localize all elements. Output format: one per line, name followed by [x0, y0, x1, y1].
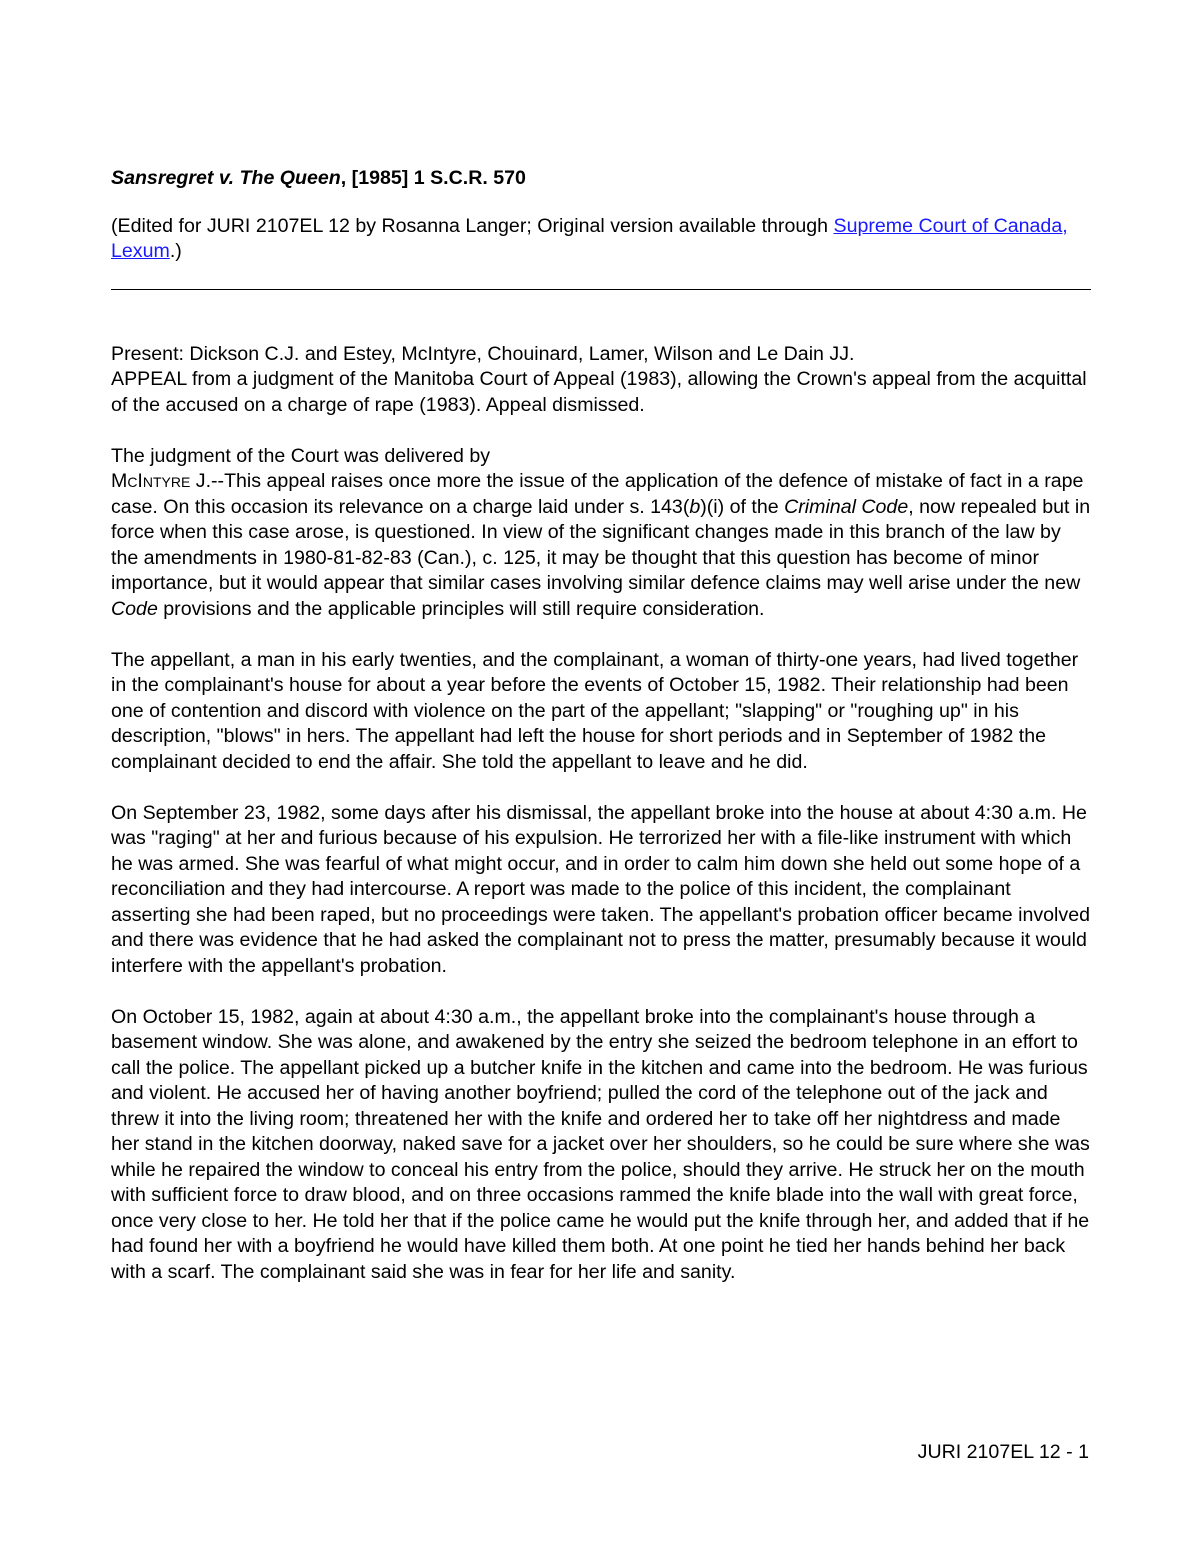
para1-criminal-code: Criminal Code: [784, 495, 909, 518]
case-name: Sansregret v. The Queen: [111, 167, 341, 189]
page-footer: JURI 2107EL 12 - 1: [917, 1441, 1089, 1463]
para1-a: --This appeal raises once more the issue of the application of the defence of mistake of fact in a rape case. On this occasion its relevance on a charge laid under s. 143(: [111, 470, 1084, 518]
case-title: [111, 160, 1091, 192]
horizontal-rule: [111, 289, 1091, 290]
case-citation: , [1985] 1 S.C.R. 570: [340, 167, 526, 189]
paragraph-3: On September 23, 1982, some days after his dismissal, the appellant broke into the house at about 4:30 a.m. He was "raging" at her and furious because of his expulsion. He terrorized her with a file-like instrument with which he was armed. She was fearful of what might occur, and in order to calm him down she held out some hope of a reconciliation and they had intercourse. A report was made to the police of this incident, the complainant asserting she had been raped, but no proceedings were taken. The appellant's probation officer became involved and there was evidence that he had asked the complainant not to press the matter, presumably because it would interfere with the appellant's probation.: [111, 801, 1090, 977]
document-page: [111, 160, 1091, 1285]
edited-note-prefix: (Edited for JURI 2107EL 12 by Rosanna Langer; Original version available through: [111, 214, 834, 237]
para1-b: b: [689, 495, 701, 518]
edited-note: [111, 214, 1091, 265]
para1-d: , now repealed but in force when this case arose, is questioned. In view of the significant changes made in this branch of the law by the amendments in 1980-81-82-83 (Can.), c. 125, it may be thought that this question has become of minor importance, but it would appear that similar cases involving similar defence claims may well arise under the new: [111, 495, 1091, 594]
paragraph-2: The appellant, a man in his early twenties, and the complainant, a woman of thirty-one years, had lived together in the complainant's house for about a year before the events of October 15, 1982. Their relationship had been one of contention and discord with violence on the part of the appellant; "slapping" or "roughing up" in his description, "blows" in hers. The appellant had left the house for short periods and in September of 1982 the complainant decided to end the affair. She told the appellant to leave and he did.: [111, 648, 1079, 773]
para1-c: )(i) of the: [700, 495, 785, 518]
present-line: Present: Dickson C.J. and Estey, McIntyre, Chouinard, Lamer, Wilson and Le Dain JJ.: [111, 342, 855, 365]
judgment-intro: The judgment of the Court was delivered by: [111, 444, 491, 467]
lexum-link[interactable]: Supreme Court of Canada, Lexum: [111, 214, 1068, 262]
para1-code: Code: [111, 597, 158, 620]
para1-e: provisions and the applicable principles will still require consideration.: [157, 597, 765, 620]
appeal-summary: APPEAL from a judgment of the Manitoba Court of Appeal (1983), allowing the Crown's appeal from the acquittal of the accused on a charge of rape (1983). Appeal dismissed.: [111, 368, 1087, 416]
paragraph-1: [111, 469, 1091, 622]
paragraph-4: On October 15, 1982, again at about 4:30 a.m., the appellant broke into the complainant's house through a basement window. She was alone, and awakened by the entry she seized the bedroom telephone in an effort to call the police. The appellant picked up a butcher knife in the kitchen and came into the bedroom. He was furious and violent. He accused her of having another boyfriend; pulled the cord of the telephone out of the jack and threw it into the living room; threatened her with the knife and ordered her to take off her nightdress and made her stand in the kitchen doorway, naked save for a jacket over her shoulders, so he could be sure where she was while he repaired the window to conceal his entry from the police, should they arrive. He struck her on the mouth with sufficient force to draw blood, and on three occasions rammed the knife blade into the wall with great force, once very close to her. He told her that if the police came he would put the knife through her, and added that if he had found her with a boyfriend he would have killed them both. At one point he tied her hands behind her back with a scarf. The complainant said she was in fear for her life and sanity.: [111, 1005, 1090, 1283]
edited-note-suffix: .): [169, 240, 182, 262]
judge-name: McIntyre J.: [111, 470, 212, 492]
